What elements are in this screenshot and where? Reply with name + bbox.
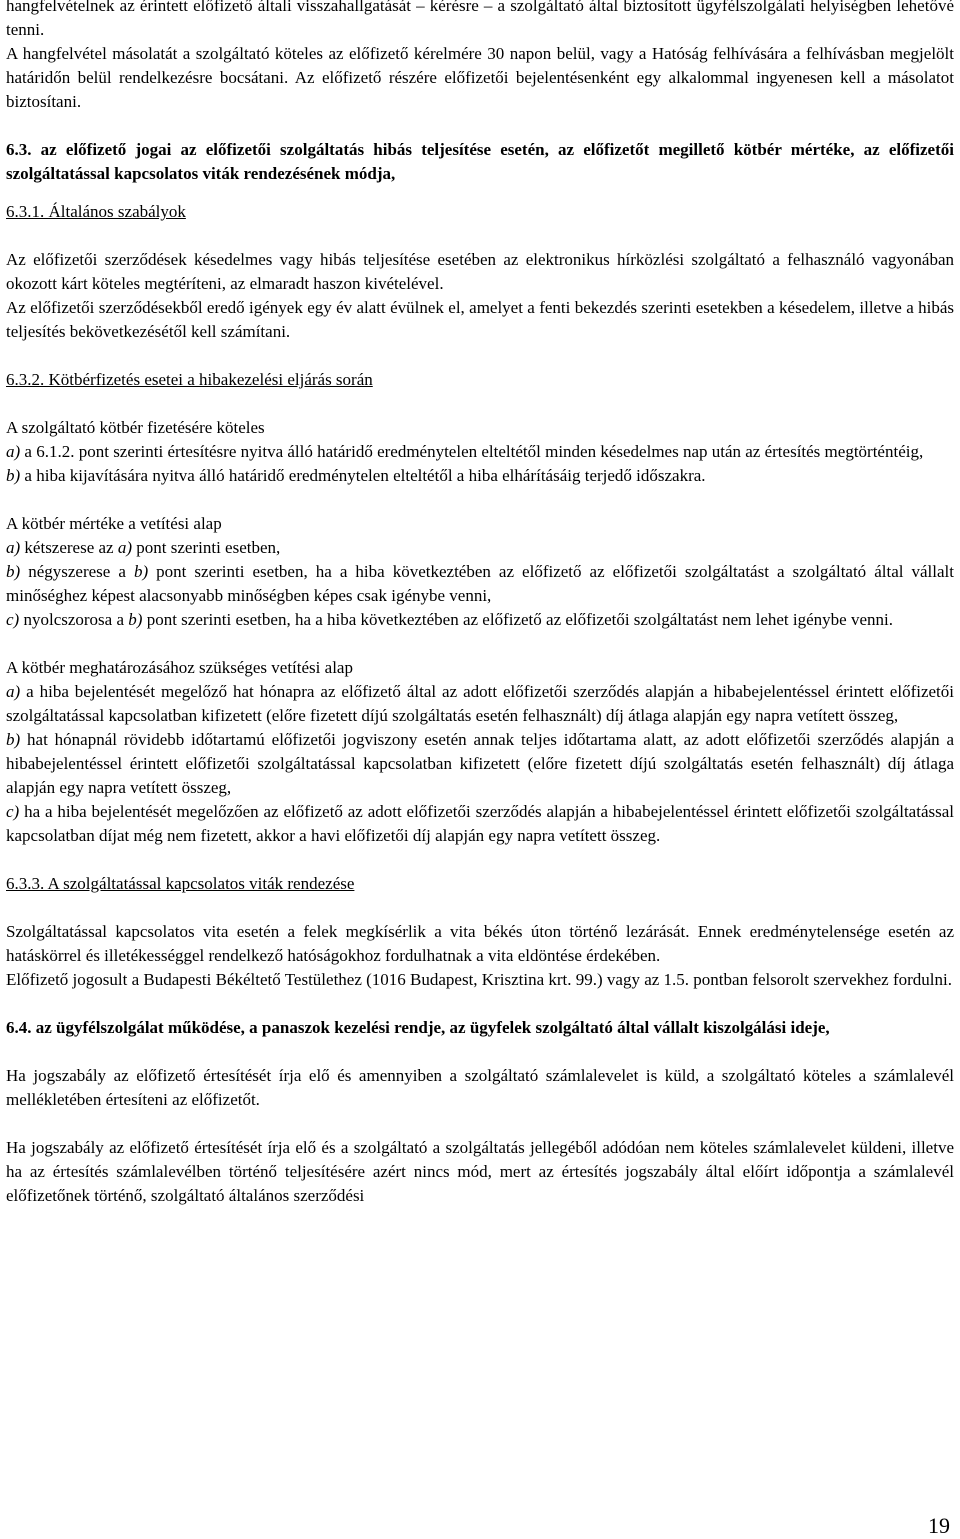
list-label: b) (6, 466, 21, 485)
penalty-rate-b: b) négyszerese a b) pont szerinti esetben, ha a hiba következtében az előfizető az előfizetői szolgáltatást a szolgáltató által vállalt minőséghez képest alacsonyabb minőségben képes csak igénybe venni, (6, 562, 954, 605)
service-paragraph-2: Ha jogszabály az előfizető értesítését írja elő és a szolgáltató a szolgáltatás jellegéből adódóan nem köteles számlalevelet küldeni, illetve ha az értesítés számlalevélben történő teljesítésére azért nincs mód, mert az értesítés jogszabály által előírt időpontja a számlalevél előfizetőnek történő, szolgáltató általános szerződési (6, 1138, 954, 1205)
section-6-3-2-heading: 6.3.2. Kötbérfizetés esetei a hibakezelési eljárás során (6, 370, 373, 389)
intro-paragraph-2: A hangfelvétel másolatát a szolgáltató köteles az előfizető kérelmére 30 napon belül, vagy a Hatóság felhívására a felhívásban megjelölt határidőn belül rendelkezésre bocsátani. Az előfizető részére előfizetői bejelentésenként egy alkalommal ingyenesen kell a másolatot biztosítani. (6, 44, 954, 111)
page-number: 19 (928, 1513, 950, 1538)
penalty-base-intro: A kötbér meghatározásához szükséges vetítési alap (6, 658, 353, 677)
list-label: a) (6, 442, 21, 461)
document-page (6, 0, 954, 1208)
penalty-base-a: a) a hiba bejelentését megelőző hat hónapra az előfizető által az adott előfizetői szerződés alapján a hibabejelentéssel érintett előfizetői szolgáltatással kapcsolatban kifizetett (előre fizetett díjú szolgáltatás esetén felhasznált) díj átlaga alapján egy napra vetített összeg, (6, 682, 954, 725)
penalty-rate-c: c) nyolcszorosa a b) pont szerinti esetben, ha a hiba következtében az előfizető az előfizetői szolgáltatást nem lehet igénybe venni. (6, 610, 893, 629)
general-rules-paragraph-1: Az előfizetői szerződések késedelmes vagy hibás teljesítése esetében az elektronikus hírközlési szolgáltató a felhasználó vagyonában okozott kárt köteles megtéríteni, az elmaradt haszon kivételével. (6, 250, 954, 293)
disputes-paragraph-1: Szolgáltatással kapcsolatos vita esetén a felek megkísérlik a vita békés úton történő lezárását. Ennek eredménytelensége esetén az hatáskörrel és illetékességgel rendelkező hatóságokhoz fordulhatnak a vita eldöntése érdekében. (6, 922, 954, 965)
section-6-3-heading: 6.3. az előfizető jogai az előfizetői szolgáltatás hibás teljesítése esetén, az előfizetőt megillető kötbér mértéke, az előfizetői szolgáltatással kapcsolatos viták rendezésének módja, (6, 140, 954, 183)
penalty-rate-a: a) kétszerese az a) pont szerinti esetben, (6, 538, 281, 557)
penalty-base-b: b) hat hónapnál rövidebb időtartamú előfizetői jogviszony esetén annak teljes időtartama alatt, az adott előfizetői szerződés alapján a hibabejelentéssel érintett előfizetői szolgáltatással kapcsolatban kifizetett (előre fizetett díjú szolgáltatás esetén felhasznált) díj átlaga alapján egy napra vetített összeg, (6, 730, 954, 797)
general-rules-paragraph-2: Az előfizetői szerződésekből eredő igények egy év alatt évülnek el, amelyet a fenti bekezdés szerinti esetekben a késedelem, illetve a hibás teljesítés bekövetkezésétől kell számítani. (6, 298, 954, 341)
disputes-paragraph-2: Előfizető jogosult a Budapesti Békéltető Testülethez (1016 Budapest, Krisztina krt. 99.) vagy az 1.5. pontban felsorolt szervekhez fordulni. (6, 970, 952, 989)
penalty-rate-intro: A kötbér mértéke a vetítési alap (6, 514, 222, 533)
service-paragraph-1: Ha jogszabály az előfizető értesítését írja elő és amennyiben a szolgáltató számlalevelet is küld, a szolgáltató köteles a számlalevél mellékletében értesíteni az előfizetőt. (6, 1066, 954, 1109)
intro-paragraph-1: hangfelvételnek az érintett előfizető általi visszahallgatását – kérésre – a szolgáltató által biztosított ügyfélszolgálati helyiségben lehetővé tenni. (6, 0, 954, 39)
penalty-case-a: a) a 6.1.2. pont szerinti értesítésre nyitva álló határidő eredménytelen elteltétől minden késedelmes nap után az értesítés megtörténtéig, (6, 442, 924, 461)
penalty-base-c: c) ha a hiba bejelentését megelőzően az előfizető az adott előfizetői szerződés alapján a hibabejelentéssel érintett előfizetői szolgáltatással kapcsolatban díjat még nem fizetett, akkor a havi előfizetői díj alapján egy napra vetített összeg. (6, 802, 954, 845)
section-6-3-1-heading: 6.3.1. Általános szabályok (6, 202, 186, 221)
penalty-case-b: b) a hiba kijavítására nyitva álló határidő eredménytelen elteltétől a hiba elhárításáig terjedő időszakra. (6, 466, 706, 485)
penalty-intro: A szolgáltató kötbér fizetésére köteles (6, 418, 265, 437)
section-6-4-heading: 6.4. az ügyfélszolgálat működése, a panaszok kezelési rendje, az ügyfelek szolgáltató által vállalt kiszolgálási ideje, (6, 1018, 830, 1037)
section-6-3-3-heading: 6.3.3. A szolgáltatással kapcsolatos viták rendezése (6, 874, 355, 893)
